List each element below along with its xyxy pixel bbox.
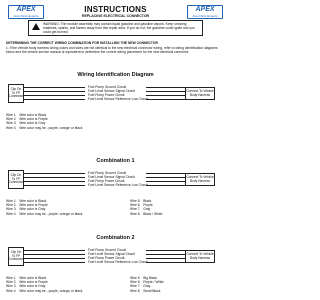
- logo-brand: APEX: [16, 6, 36, 13]
- wire-circuit-label: Fuel Pump Power Circuit: [88, 256, 125, 261]
- harness-wire-color-item: Wire 7. Gray: [130, 207, 151, 212]
- warning-icon: [32, 23, 40, 30]
- wire-line: [24, 91, 85, 92]
- wire-line: [146, 258, 185, 259]
- fp-connector-box: Clip On To FP Connector: [8, 247, 24, 266]
- wire-color-list: [6, 276, 82, 293]
- logo-tagline: Auto Parts Experts: [192, 14, 218, 18]
- page-title: INSTRUCTIONS: [84, 5, 147, 14]
- wire-line: [146, 254, 185, 255]
- wire-circuit-label: Fuel Pump Power Circuit: [88, 179, 125, 184]
- page-subtitle: REPLACING ELECTRICAL CONNECTOR: [81, 14, 150, 18]
- harness-wire-color-item: Wire 8. Small Black: [130, 288, 161, 293]
- wire-line: [146, 250, 185, 251]
- body-harness-box: Connect To Vehicle Body Harness: [185, 250, 215, 263]
- warning-text: WARNING: The module assembly may contain liquid gasoline and gasoline vapors. Keep smoking materials, sparks, and flames away from this repair area. If you do not, the gasoline could ignite and you could get burned.: [43, 22, 195, 35]
- wire-line: [24, 95, 85, 96]
- logo-tagline: Auto Parts Experts: [13, 14, 39, 18]
- harness-wire-color-list: [130, 199, 162, 216]
- wire-color-item: Wire 2. Wire color is Purple: [6, 280, 48, 285]
- wire-line: [24, 258, 85, 259]
- wire-line: [24, 262, 85, 263]
- wire-circuit-label: Fuel Level Sensor Signal Circuit: [88, 252, 135, 257]
- harness-wire-color-item: Wire 8. Black / White: [130, 211, 163, 216]
- wire-color-item: Wire 4. Wire color may be - purple, orange or black: [6, 211, 83, 216]
- wire-color-item: Wire 4. Wire color may be - purple, orange or black: [6, 288, 83, 293]
- wire-color-item: Wire 2. Wire color is Purple: [6, 203, 48, 208]
- harness-wire-color-item: Wire 7. Gray: [130, 284, 151, 289]
- wire-line: [146, 262, 185, 263]
- wire-line: [146, 95, 185, 96]
- wire-line: [146, 185, 185, 186]
- wire-line: [146, 99, 185, 100]
- section-title: Wiring Identification Diagram: [77, 72, 154, 78]
- harness-wire-color-item: Wire 5. Black: [130, 199, 152, 203]
- wire-circuit-label: Fuel Pump Ground Circuit: [88, 248, 127, 252]
- wire-circuit-label: Fuel Level Sensor Reference Low Circuit: [88, 260, 148, 265]
- wire-row: [24, 97, 185, 101]
- wire-diagram: [24, 248, 185, 264]
- wire-line: [24, 250, 85, 251]
- wire-line: [146, 181, 185, 182]
- section-title: Combination 2: [96, 235, 135, 241]
- wire-circuit-label: Fuel Level Sensor Reference Low Circuit: [88, 97, 148, 102]
- body-harness-box: Connect To Vehicle Body Harness: [185, 173, 215, 186]
- wire-circuit-label: Fuel Pump Ground Circuit: [88, 171, 127, 175]
- wire-line: [146, 87, 185, 88]
- wire-color-item: Wire 1. Wire color is Black: [6, 276, 47, 280]
- wire-color-item: Wire 1. Wire color is Black: [6, 113, 47, 117]
- logo-brand: APEX: [195, 6, 215, 13]
- wire-line: [24, 254, 85, 255]
- wire-line: [24, 181, 85, 182]
- harness-wire-color-item: Wire 6. Purple / White: [130, 280, 164, 285]
- wire-line: [24, 177, 85, 178]
- harness-wire-color-item: Wire 5. Big Black: [130, 276, 157, 280]
- intro-body: 1. If the vehicle body harness wiring colors and sizes are not identical to the new electrical connector wiring, refer to wiring identification diagrams below and the vehicle service manual or equivalent to determine the correct wiring placement for the new electrical connector.: [6, 46, 218, 55]
- wire-line: [146, 173, 185, 174]
- wire-circuit-label: Fuel Pump Power Circuit: [88, 93, 125, 98]
- wire-line: [24, 87, 85, 88]
- wire-color-item: Wire 2. Wire color is Purple: [6, 117, 48, 122]
- wire-line: [146, 91, 185, 92]
- wire-color-item: Wire 3. Wire color is Gray: [6, 284, 46, 289]
- fp-connector-box: Clip On To FP Connector: [8, 84, 24, 103]
- warning-box: [28, 20, 203, 36]
- body-harness-box: Connect To Vehicle Body Harness: [185, 87, 215, 100]
- wire-circuit-label: Fuel Level Sensor Signal Circuit: [88, 175, 135, 180]
- wire-color-item: Wire 4. Wire color may be - purple, orange or black: [6, 125, 83, 130]
- wire-line: [146, 177, 185, 178]
- wire-color-list: [6, 199, 82, 216]
- wire-circuit-label: Fuel Level Sensor Signal Circuit: [88, 89, 135, 94]
- fp-connector-box: Clip On To FP Connector: [8, 170, 24, 189]
- wire-row: [24, 183, 185, 187]
- harness-wire-color-item: Wire 6. Purple: [130, 203, 153, 208]
- wire-circuit-label: Fuel Pump Ground Circuit: [88, 85, 127, 89]
- wire-diagram: [24, 171, 185, 187]
- wire-circuit-label: Fuel Level Sensor Reference Low Circuit: [88, 183, 148, 188]
- wire-line: [24, 173, 85, 174]
- wire-diagram: [24, 85, 185, 101]
- wire-line: [24, 185, 85, 186]
- wire-line: [24, 99, 85, 100]
- harness-wire-color-list: [130, 276, 164, 293]
- section-title: Combination 1: [96, 158, 135, 164]
- intro-heading: DETERMINING THE CORRECT WIRING COMBINATION FOR INSTALLING THE NEW CONNECTOR: [6, 41, 158, 45]
- wire-color-item: Wire 1. Wire color is Black: [6, 199, 47, 203]
- wire-color-list: [6, 113, 82, 130]
- wire-color-item: Wire 3. Wire color is Gray: [6, 207, 46, 212]
- wire-color-item: Wire 3. Wire color is Gray: [6, 121, 46, 126]
- wire-row: [24, 260, 185, 264]
